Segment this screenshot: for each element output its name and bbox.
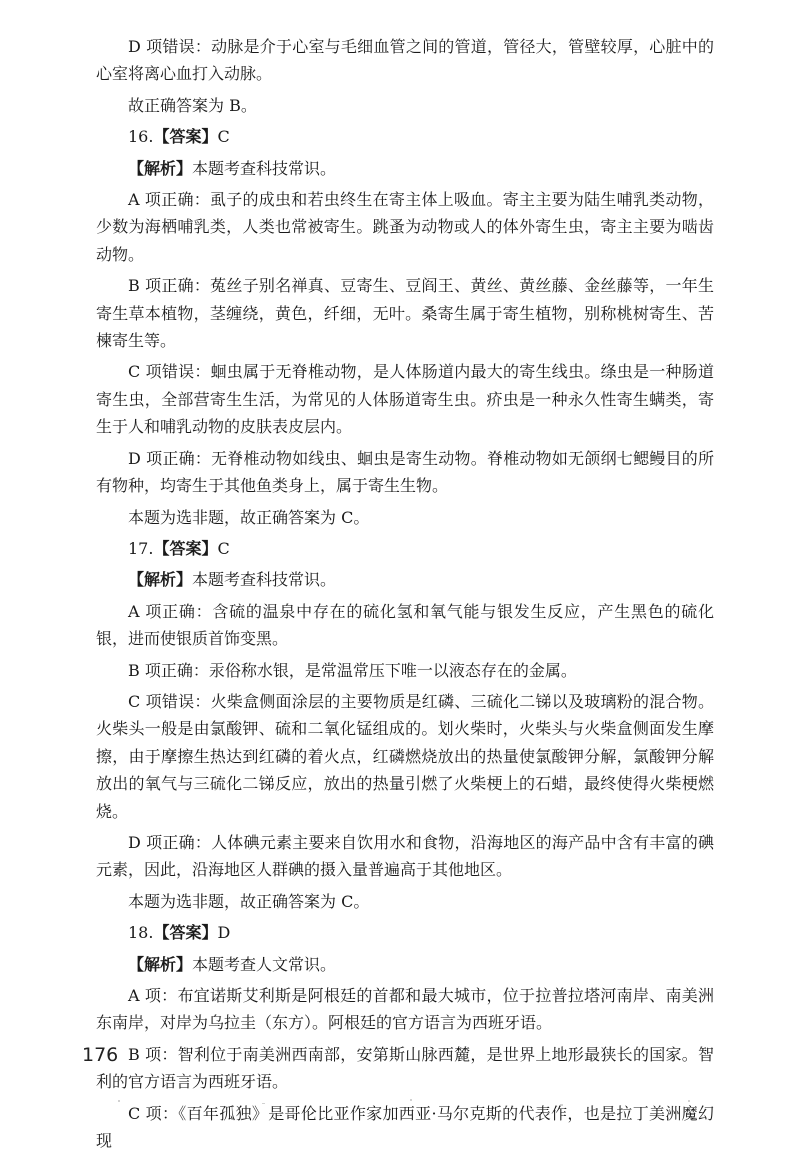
answer-line	[96, 123, 714, 150]
answer-line	[96, 535, 714, 562]
analysis-line	[96, 566, 714, 593]
question-number: 18.	[128, 923, 154, 943]
body-paragraph: D 项正确：无脊椎动物如线虫、蛔虫是寄生动物。脊椎动物如无颌纲七鳃鳗目的所有物种，均寄生于其他鱼类身上，属于寄生生物。	[96, 448, 714, 496]
answer-label: 【答案】	[153, 127, 218, 147]
analysis-label: 【解析】	[128, 158, 193, 178]
scan-speck	[560, 1104, 563, 1106]
body-paragraph: C 项错误：蛔虫属于无脊椎动物，是人体肠道内最大的寄生线虫。绦虫是一种肠道寄生虫，全部营寄生生活，为常见的人体肠道寄生虫。疥虫是一种永久性寄生螨类，寄生于人和哺乳动物的皮肤表皮层内。	[96, 362, 714, 437]
analysis-line	[96, 951, 714, 978]
body-paragraph: 本题为选非题，故正确答案为 C。	[128, 891, 370, 911]
page-number: 176	[82, 1044, 119, 1066]
analysis-label: 【解析】	[128, 954, 193, 974]
page-body	[96, 33, 714, 1158]
analysis-label: 【解析】	[128, 570, 193, 590]
question-number: 16.	[128, 127, 154, 147]
answer-line	[96, 919, 714, 946]
body-paragraph: B 项正确：汞俗称水银，是常温常压下唯一以液态存在的金属。	[128, 660, 577, 680]
answer-label: 【答案】	[153, 538, 218, 558]
body-paragraph: B 项正确：菟丝子别名禅真、豆寄生、豆阎王、黄丝、黄丝藤、金丝藤等，一年生寄生草本植物，茎缠绕，黄色，纤细，无叶。桑寄生属于寄生植物，别称桃树寄生、苦楝寄生等。	[96, 276, 714, 351]
body-paragraph: A 项：布宜诺斯艾利斯是阿根廷的首都和最大城市，位于拉普拉塔河南岸、南美洲东南岸，对岸为乌拉圭（东方）。阿根廷的官方语言为西班牙语。	[96, 986, 714, 1033]
scan-speck	[118, 1100, 120, 1102]
answer-value: C	[217, 127, 230, 147]
body-paragraph: 本题为选非题，故正确答案为 C。	[128, 507, 370, 527]
body-paragraph: A 项正确：含硫的温泉中存在的硫化氢和氧气能与银发生反应，产生黑色的硫化银，进而使银质首饰变黑。	[96, 601, 714, 649]
body-paragraph: B 项：智利位于南美洲西南部，安第斯山脉西麓，是世界上地形最狭长的国家。智利的官方语言为西班牙语。	[96, 1044, 714, 1092]
answer-value: D	[217, 923, 231, 943]
body-paragraph: D 项正确：人体碘元素主要来自饮用水和食物，沿海地区的海产品中含有丰富的碘元素，因此，沿海地区人群碘的摄入量普遍高于其他地区。	[96, 832, 714, 880]
analysis-line	[96, 155, 714, 182]
scan-speck	[688, 1100, 690, 1102]
body-paragraph: 故正确答案为 B。	[128, 95, 257, 115]
body-paragraph: D 项错误：动脉是介于心室与毛细血管之间的管道，管径大，管壁较厚，心脏中的心室将离心血打入动脉。	[96, 37, 714, 84]
scan-speck	[410, 1099, 412, 1101]
body-paragraph: C 项错误：火柴盒侧面涂层的主要物质是红磷、三硫化二锑以及玻璃粉的混合物。火柴头一般是由氯酸钾、硫和二氧化锰组成的。划火柴时，火柴头与火柴盒侧面发生摩擦，由于摩擦生热达到红磷的着火点，红磷燃烧放出的热量使氯酸钾分解，氯酸钾分解放出的氧气与三硫化二锑反应，放出的热量引燃了火柴梗上的石蜡，最终使得火柴梗燃烧。	[96, 691, 714, 821]
question-number: 17.	[128, 538, 154, 558]
analysis-text: 本题考查人文常识。	[192, 954, 337, 974]
answer-label: 【答案】	[153, 923, 218, 943]
body-paragraph: C 项：《百年孤独》是哥伦比亚作家加西亚·马尔克斯的代表作，也是拉丁美洲魔幻现	[96, 1103, 714, 1151]
scan-speck	[262, 1103, 265, 1104]
analysis-text: 本题考查科技常识。	[192, 158, 337, 178]
body-paragraph: A 项正确：虱子的成虫和若虫终生在寄主体上吸血。寄主主要为陆生哺乳类动物，少数为海栖哺乳类，人类也常被寄生。跳蚤为动物或人的体外寄生虫，寄主主要为啮齿动物。	[96, 190, 714, 264]
analysis-text: 本题考查科技常识。	[192, 570, 337, 590]
answer-value: C	[217, 538, 230, 558]
